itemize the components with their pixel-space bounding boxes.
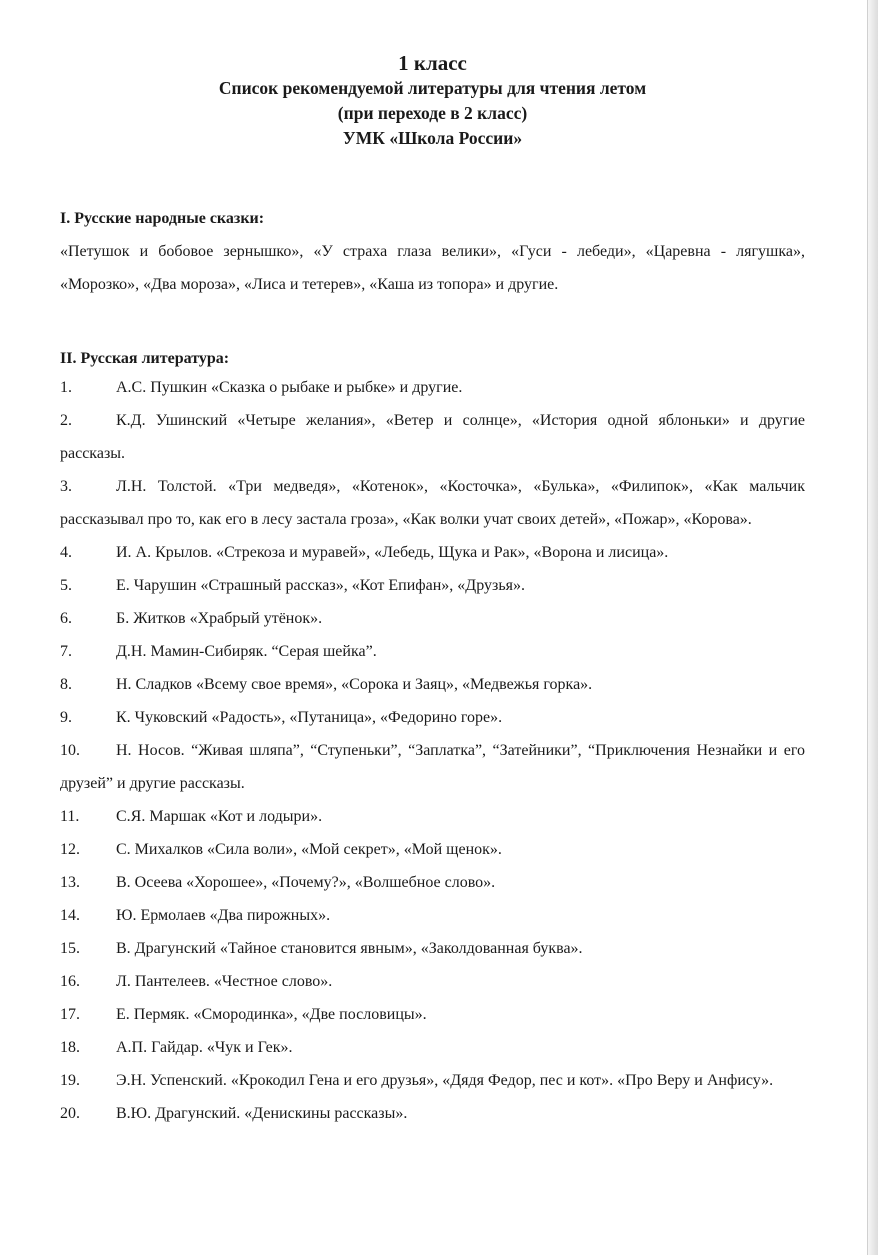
list-item <box>60 404 805 470</box>
list-item-number: 14. <box>60 907 80 924</box>
list-item-number: 4. <box>60 544 72 561</box>
list-item-number: 2. <box>60 412 72 429</box>
list-item-text: Л. Пантелеев. «Честное слово». <box>116 973 333 990</box>
list-item-text: В. Драгунский «Тайное становится явным», «Заколдованная буква». <box>116 940 583 957</box>
list-item-number: 7. <box>60 643 72 660</box>
list-item <box>60 932 805 965</box>
list-item <box>60 602 805 635</box>
list-item-text: Э.Н. Успенский. «Крокодил Гена и его друзья», «Дядя Федор, пес и кот». «Про Веру и Анфису». <box>116 1072 774 1089</box>
list-item-text: С.Я. Маршак «Кот и лодыри». <box>116 808 323 825</box>
list-item <box>60 1064 805 1097</box>
grade-title: 1 класс <box>398 51 467 75</box>
list-item-number: 20. <box>60 1105 80 1122</box>
list-item <box>60 833 805 866</box>
list-item <box>60 965 805 998</box>
list-item-text: Ю. Ермолаев «Два пирожных». <box>116 907 331 924</box>
list-item-number: 8. <box>60 676 72 693</box>
list-item <box>60 998 805 1031</box>
list-subtitle: (при переходе в 2 класс) <box>337 103 528 123</box>
list-item <box>60 899 805 932</box>
list-item-text: Д.Н. Мамин-Сибиряк. “Серая шейка”. <box>116 643 377 660</box>
section-paragraph: «Петушок и бобовое зернышко», «У страха глаза велики», «Гуси - лебеди», «Царевна - лягушка», «Морозко», «Два мороза», «Лиса и тетерев», «Каша из топора» и другие. <box>60 243 805 293</box>
list-item-text: А.П. Гайдар. «Чук и Гек». <box>116 1039 293 1056</box>
section-folk-tales <box>60 209 805 301</box>
section-heading: II. Русская литература: <box>60 350 230 367</box>
list-item-number: 3. <box>60 478 72 495</box>
list-item-text: К. Чуковский «Радость», «Путаница», «Федорино горе». <box>116 709 503 726</box>
list-item-text: Л.Н. Толстой. «Три медведя», «Котенок», «Косточка», «Булька», «Филипок», «Как мальчик рассказывал про то, как его в лесу застала гроза», «Как волки учат своих детей», «Пожар», «Корова». <box>60 478 805 528</box>
list-item-number: 19. <box>60 1072 80 1089</box>
list-item <box>60 800 805 833</box>
section-russian-literature <box>60 349 805 1130</box>
list-item-number: 16. <box>60 973 80 990</box>
list-item-number: 9. <box>60 709 72 726</box>
list-item <box>60 701 805 734</box>
list-item-number: 10. <box>60 742 80 759</box>
list-item <box>60 470 805 536</box>
list-item <box>60 668 805 701</box>
list-item-number: 1. <box>60 379 72 396</box>
list-item-number: 17. <box>60 1006 80 1023</box>
list-item <box>60 635 805 668</box>
document-page <box>60 0 805 1130</box>
list-item-number: 12. <box>60 841 80 858</box>
list-title: Список рекомендуемой литературы для чтения летом <box>218 78 647 98</box>
program-title: УМК «Школа России» <box>342 128 523 148</box>
list-item-text: Н. Носов. “Живая шляпа”, “Ступеньки”, “Заплатка”, “Затейники”, “Приключения Незнайки и его друзей” и другие рассказы. <box>60 742 805 792</box>
list-item-number: 6. <box>60 610 72 627</box>
literature-list <box>60 371 805 1130</box>
page-edge-shadow <box>867 0 878 1255</box>
list-item-text: Е. Пермяк. «Смородинка», «Две пословицы». <box>116 1006 427 1023</box>
list-item <box>60 536 805 569</box>
list-item <box>60 1097 805 1130</box>
list-item-number: 11. <box>60 808 80 825</box>
list-item-text: В. Осеева «Хорошее», «Почему?», «Волшебное слово». <box>116 874 496 891</box>
section-heading: I. Русские народные сказки: <box>60 210 265 227</box>
list-item <box>60 866 805 899</box>
list-item-text: С. Михалков «Сила воли», «Мой секрет», «Мой щенок». <box>116 841 502 858</box>
list-item-text: И. А. Крылов. «Стрекоза и муравей», «Лебедь, Щука и Рак», «Ворона и лисица». <box>116 544 669 561</box>
list-item <box>60 734 805 800</box>
list-item-number: 5. <box>60 577 72 594</box>
list-item-text: Е. Чарушин «Страшный рассказ», «Кот Епифан», «Друзья». <box>116 577 525 594</box>
list-item-text: А.С. Пушкин «Сказка о рыбаке и рыбке» и другие. <box>116 379 463 396</box>
list-item-number: 13. <box>60 874 80 891</box>
list-item <box>60 371 805 404</box>
list-item-text: К.Д. Ушинский «Четыре желания», «Ветер и солнце», «История одной яблоньки» и другие рассказы. <box>60 412 805 462</box>
list-item-text: Н. Сладков «Всему свое время», «Сорока и Заяц», «Медвежья горка». <box>116 676 593 693</box>
list-item-text: В.Ю. Драгунский. «Денискины рассказы». <box>116 1105 408 1122</box>
list-item <box>60 1031 805 1064</box>
title-block <box>60 50 805 151</box>
list-item-number: 18. <box>60 1039 80 1056</box>
list-item-number: 15. <box>60 940 80 957</box>
list-item <box>60 569 805 602</box>
list-item-text: Б. Житков «Храбрый утёнок». <box>116 610 323 627</box>
